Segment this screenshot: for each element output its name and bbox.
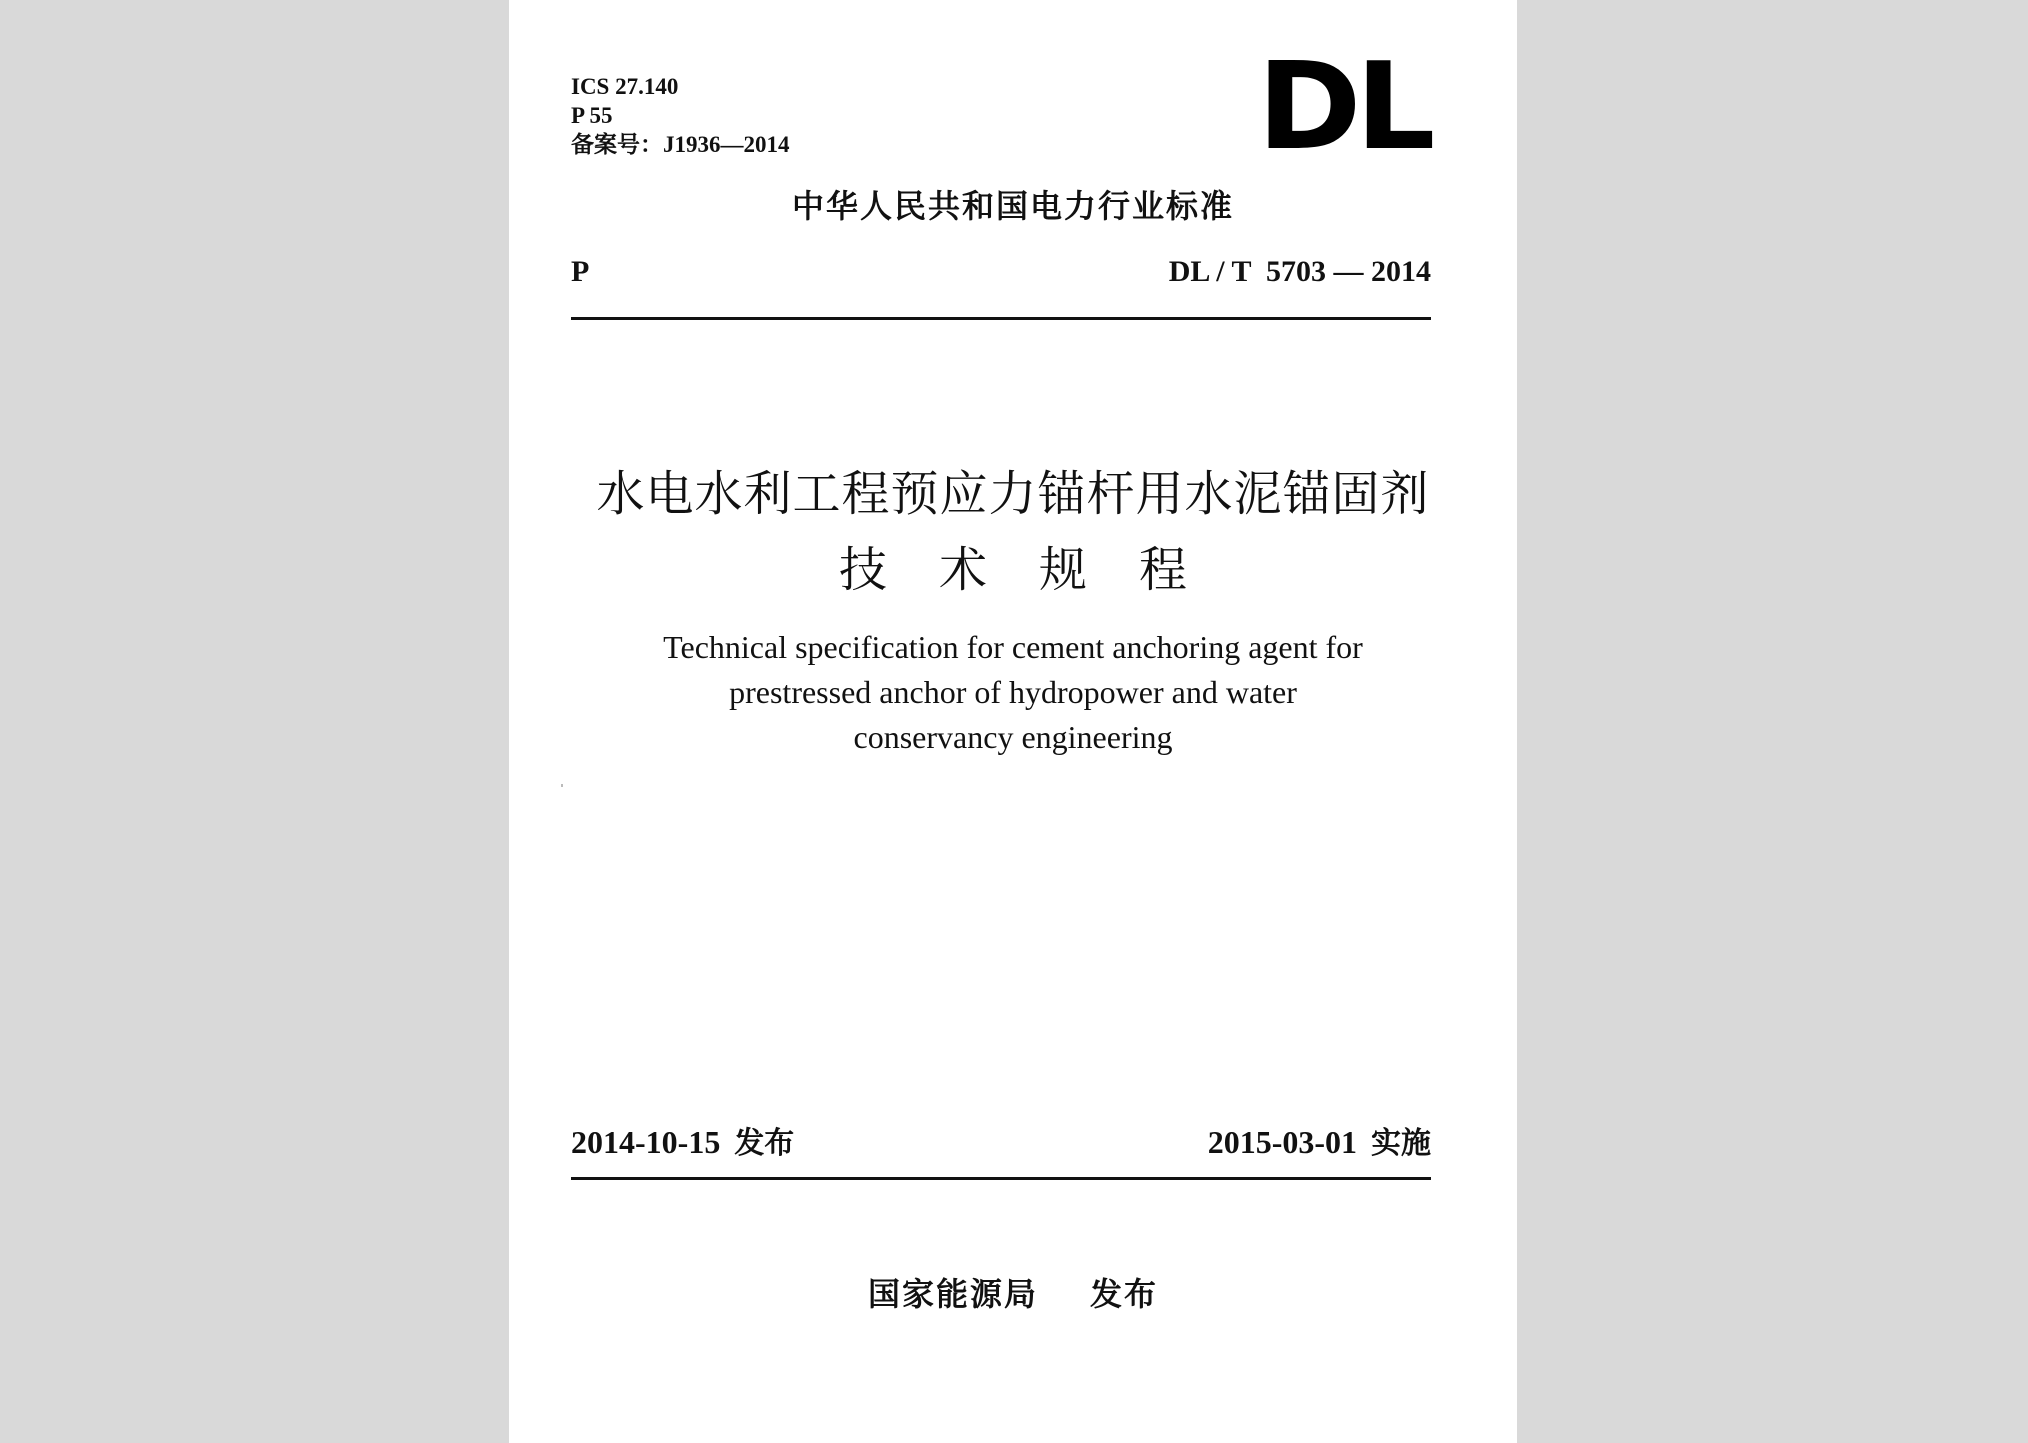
chinese-title-line1: 水电水利工程预应力锚杆用水泥锚固剂 bbox=[596, 466, 1430, 522]
chinese-title-line2: 技术规程 bbox=[838, 542, 1239, 598]
classification-code: P 55 bbox=[571, 103, 613, 128]
filing-number: 备案号：J1936—2014 bbox=[571, 132, 790, 157]
publisher-name: 国家能源局 bbox=[867, 1275, 1038, 1313]
ics-code: ICS 27.140 bbox=[571, 74, 679, 99]
publisher-action: 发布 bbox=[1090, 1275, 1159, 1313]
standard-number: DL / T 5703 — 2014 bbox=[1168, 255, 1431, 288]
english-title-line1: Technical specification for cement anchoring agent for bbox=[663, 629, 1363, 665]
implementation-date-block bbox=[1208, 1120, 1431, 1166]
implementation-label: 实施 bbox=[1371, 1126, 1431, 1161]
english-title-line3: conservancy engineering bbox=[853, 719, 1173, 755]
issue-label: 发布 bbox=[734, 1126, 795, 1161]
issue-date: 2014-10-15 bbox=[571, 1124, 721, 1160]
header-divider bbox=[571, 317, 1431, 320]
implementation-date: 2015-03-01 bbox=[1207, 1124, 1357, 1160]
english-title-line2: prestressed anchor of hydropower and water bbox=[729, 674, 1297, 710]
dl-logo: DL bbox=[1257, 38, 1430, 177]
scan-speck bbox=[561, 784, 563, 787]
footer-divider bbox=[571, 1177, 1431, 1180]
publisher-line bbox=[509, 1272, 1517, 1316]
document-page bbox=[509, 0, 1517, 1443]
issue-date-block bbox=[571, 1120, 794, 1166]
category-code: P bbox=[571, 255, 590, 288]
standard-title: 中华人民共和国电力行业标准 bbox=[791, 187, 1234, 225]
